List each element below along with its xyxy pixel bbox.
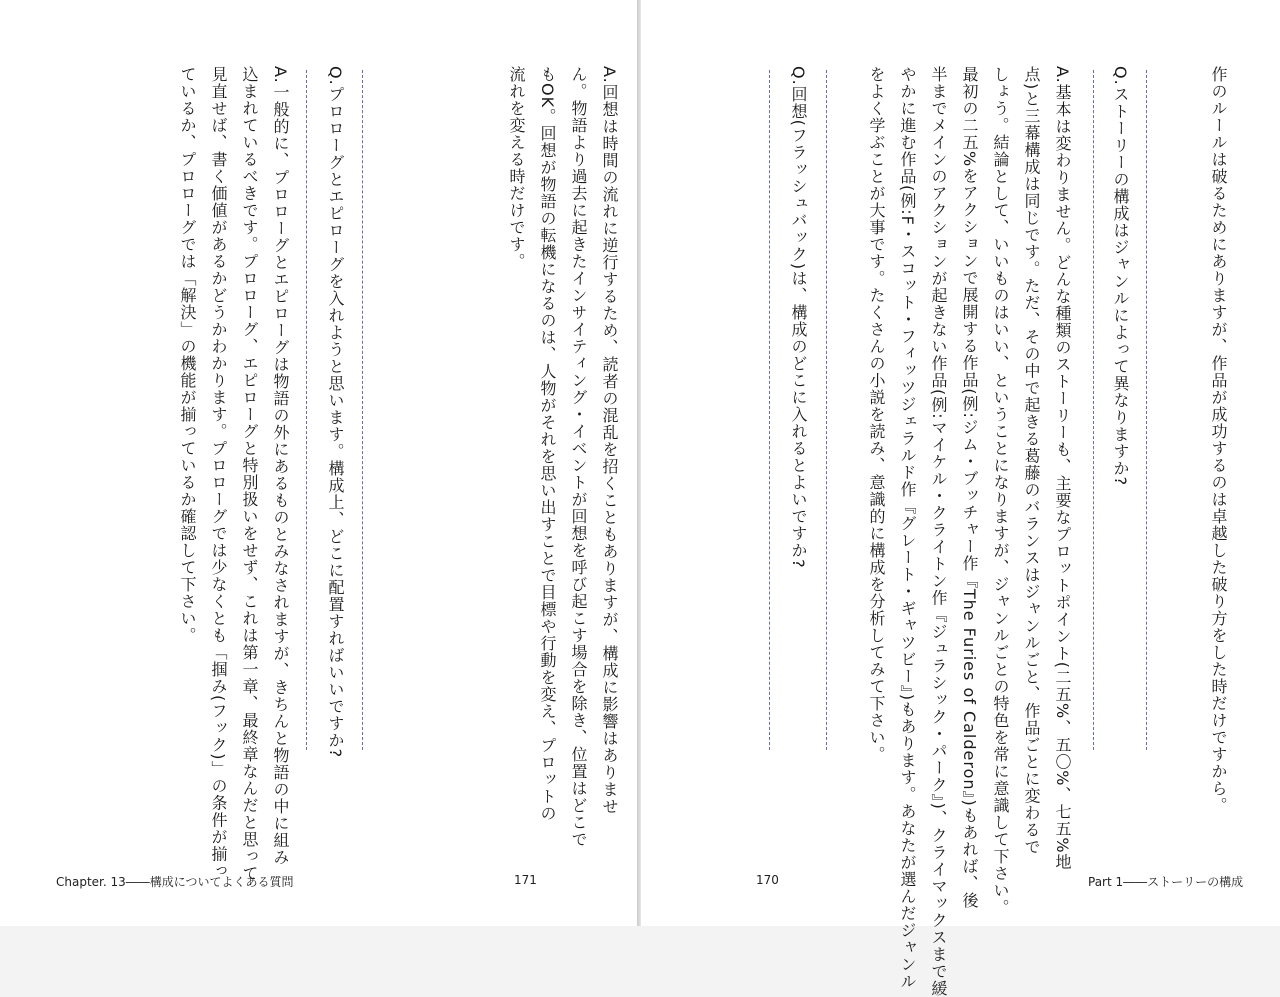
text-line: 作のルールは破るためにありますが、作品が成功するのは卓越した破り方をした時だけですから。 xyxy=(1209,66,1228,814)
right-page xyxy=(641,0,1280,997)
text-line: ているか、プロローグでは「解決」の機能が揃っているか確認して下さい。 xyxy=(178,66,197,644)
running-head: Part 1――ストーリーの構成 xyxy=(1088,875,1244,889)
text-line: しょう。結論として、いいものはいい、ということになりますが、ジャンルごとの特色を常に意識して下さい。 xyxy=(991,66,1010,916)
question-genre xyxy=(1105,66,1136,756)
qa-separator xyxy=(362,70,363,750)
text-line: A.一般的に、プロローグとエピローグは物語の外にあるものとみなされますが、きちんと物語の中に組み xyxy=(271,66,290,866)
text-line: A.回想は時間の流れに逆行するため、読者の混乱を招くこともありますが、構成に影響はありませ xyxy=(600,66,619,815)
text-line: やかに進む作品(例:F・スコット・フィッツジェラルド作『グレート・ギャツビー』)もあります。あなたが選んだジャンル xyxy=(898,66,917,991)
text-continuation xyxy=(1203,66,1234,814)
text-line: 流れを変える時だけです。 xyxy=(507,66,526,270)
text-line: もOK。回想が物語の転機になるのは、人物がそれを思い出すことで目標や行動を変え、プロットの xyxy=(538,66,557,823)
text-line: 込まれているべきです。プロローグ、エピローグと特別扱いをせず、これは第一章、最終章なんだと思って xyxy=(240,66,259,882)
left-page xyxy=(0,0,637,926)
page-number: 170 xyxy=(756,873,779,887)
text-line: 見直せば、書く価値があるかどうかわかります。プロローグでは少なくとも「掴み(フック)」の条件が揃っ xyxy=(209,66,228,880)
text-line: A.基本は変わりません。どんな種類のストーリーも、主要なプロットポイント(二五%、五〇%、七五%地 xyxy=(1053,66,1072,871)
qa-separator xyxy=(306,70,307,750)
qa-separator xyxy=(1093,70,1094,750)
text-line: 最初の二五%をアクションで展開する作品(例:ジム・ブッチャー作『The Furies of Calderon』)もあれば、後 xyxy=(960,66,979,909)
question-prologue xyxy=(320,66,351,759)
running-head: Chapter. 13――構成についてよくある質問 xyxy=(56,875,294,889)
answer-flashback xyxy=(501,66,625,848)
answer-genre xyxy=(861,66,1078,997)
text-line: Q.ストーリーの構成はジャンルによって異なりますか? xyxy=(1111,66,1130,487)
text-line: Q.回想(フラッシュバック)は、構成のどこに入れるとよいですか? xyxy=(789,66,808,569)
text-line: Q.プロローグとエピローグを入れようと思います。構成上、どこに配置すればいいですか? xyxy=(326,66,345,759)
text-line: ん。物語より過去に起きたインサイティング・イベントが回想を呼び起こす場合を除き、位置はどこで xyxy=(569,66,588,848)
page-number: 171 xyxy=(514,873,537,887)
text-line: 半までメインのアクションが起きない作品(例:マイケル・クライトン作『ジュラシック・パーク』)、クライマックスまで緩 xyxy=(929,66,948,997)
qa-separator xyxy=(1146,70,1147,750)
answer-prologue xyxy=(172,66,296,882)
text-line: 点)と三幕構成は同じです。ただ、その中で起きる葛藤のバランスはジャンルごと、作品ごとに変わるで xyxy=(1022,66,1041,856)
qa-separator xyxy=(769,70,770,750)
question-flashback xyxy=(783,66,814,756)
text-line: をよく学ぶことが大事です。たくさんの小説を読み、意識的に構成を分析してみて下さい。 xyxy=(867,66,886,763)
qa-separator xyxy=(826,70,827,750)
